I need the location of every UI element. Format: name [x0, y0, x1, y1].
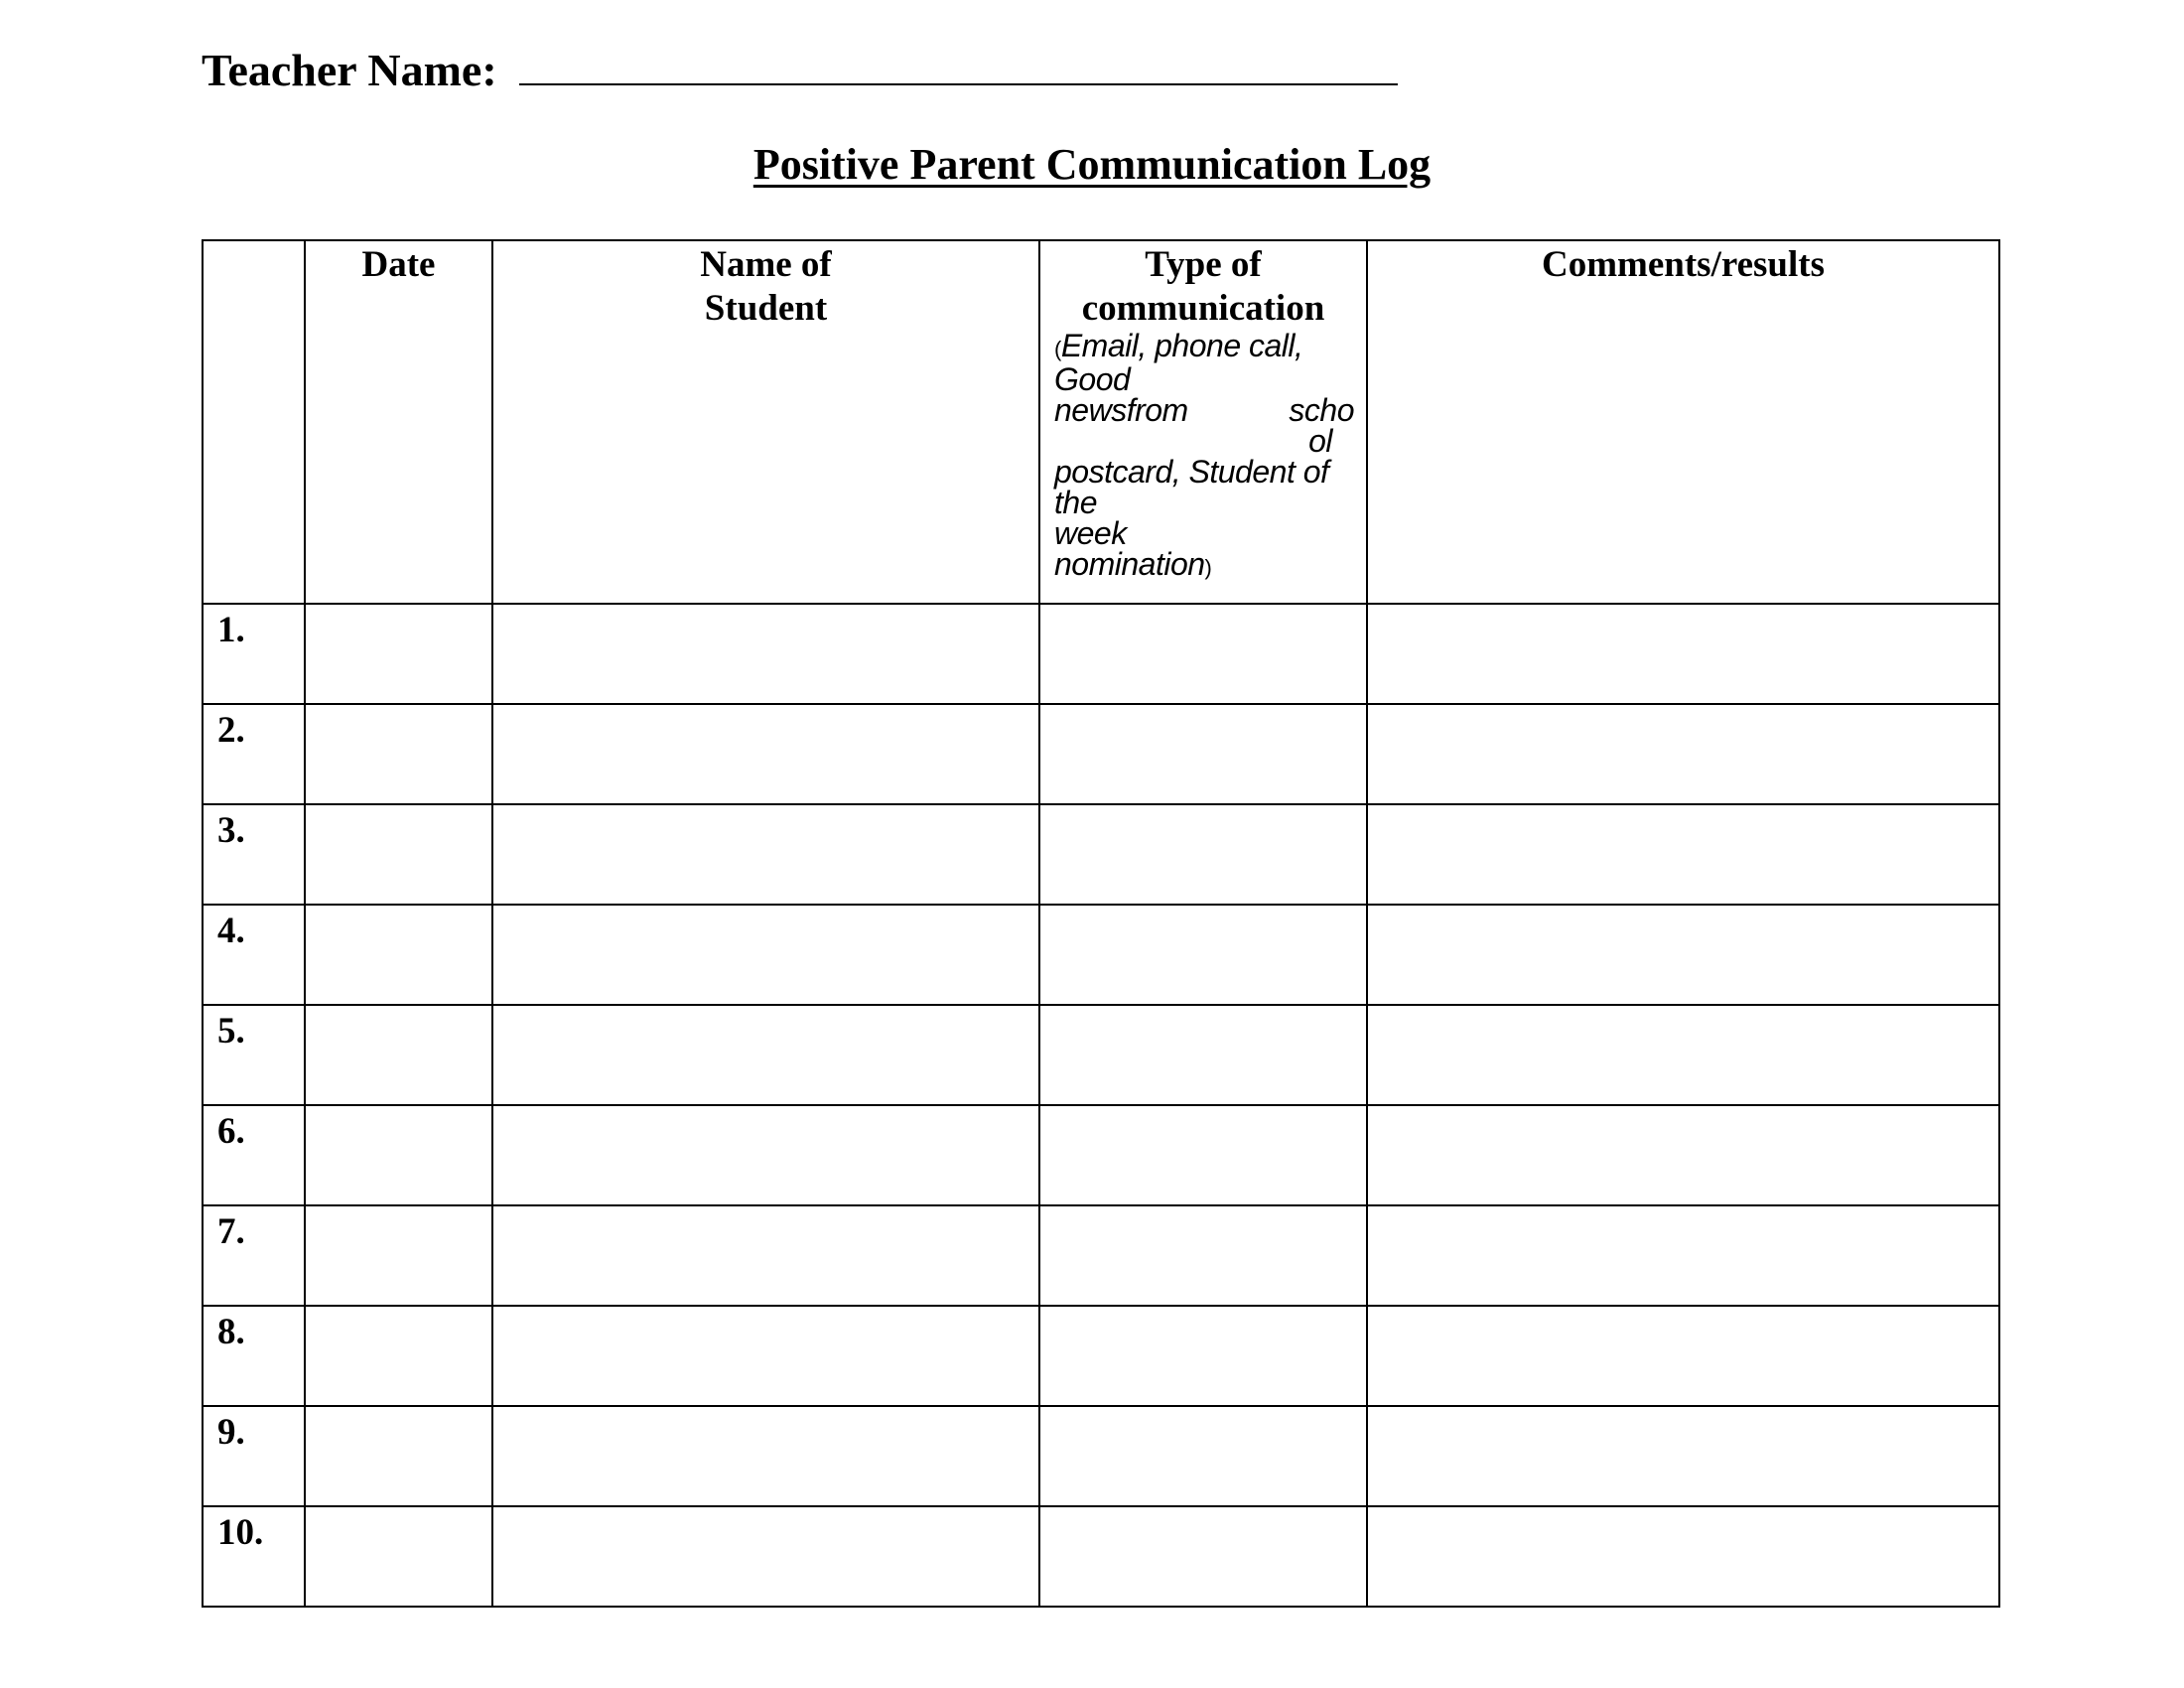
type-of-communication-hint: (Email, phone call, Good newsfrom scho ol postcard, Student of the week nomination) [1054, 328, 1354, 582]
table-header-row [203, 240, 1999, 604]
header-type-line1: Type of [1145, 244, 1262, 285]
date-cell[interactable] [305, 1506, 492, 1607]
comments-cell[interactable] [1367, 1306, 1999, 1406]
header-name-line2: Student [704, 288, 828, 329]
teacher-name-blank-line[interactable] [519, 40, 1398, 85]
communication-log-table [202, 239, 2000, 1608]
row-number: 5. [203, 1005, 305, 1105]
communication-type-cell[interactable] [1039, 1306, 1367, 1406]
table-row [203, 1205, 1999, 1306]
comments-cell[interactable] [1367, 704, 1999, 804]
comments-cell[interactable] [1367, 604, 1999, 704]
communication-type-cell[interactable] [1039, 804, 1367, 905]
date-cell[interactable] [305, 804, 492, 905]
student-name-cell[interactable] [492, 1205, 1039, 1306]
date-cell[interactable] [305, 1306, 492, 1406]
student-name-cell[interactable] [492, 1306, 1039, 1406]
row-number: 4. [203, 905, 305, 1005]
date-cell[interactable] [305, 1005, 492, 1105]
date-cell[interactable] [305, 604, 492, 704]
date-cell[interactable] [305, 1105, 492, 1205]
date-cell[interactable] [305, 704, 492, 804]
header-type-of-communication [1039, 240, 1367, 604]
date-cell[interactable] [305, 905, 492, 1005]
student-name-cell[interactable] [492, 604, 1039, 704]
comments-cell[interactable] [1367, 1506, 1999, 1607]
row-number: 1. [203, 604, 305, 704]
student-name-cell[interactable] [492, 1406, 1039, 1506]
header-comments-results: Comments/results [1367, 240, 1999, 604]
header-date: Date [305, 240, 492, 604]
comments-cell[interactable] [1367, 1205, 1999, 1306]
table-row [203, 604, 1999, 704]
communication-type-cell[interactable] [1039, 1205, 1367, 1306]
student-name-cell[interactable] [492, 1005, 1039, 1105]
row-number: 2. [203, 704, 305, 804]
comments-cell[interactable] [1367, 804, 1999, 905]
row-number: 9. [203, 1406, 305, 1506]
header-number-cell [203, 240, 305, 604]
table-row [203, 1306, 1999, 1406]
student-name-cell[interactable] [492, 905, 1039, 1005]
table-row [203, 704, 1999, 804]
communication-type-cell[interactable] [1039, 604, 1367, 704]
communication-type-cell[interactable] [1039, 1005, 1367, 1105]
header-name-of-student [492, 240, 1039, 604]
table-row [203, 905, 1999, 1005]
header-name-line1: Name of [700, 244, 832, 285]
page-title: Positive Parent Communication Log [752, 140, 1432, 189]
communication-type-cell[interactable] [1039, 1506, 1367, 1607]
comments-cell[interactable] [1367, 1005, 1999, 1105]
communication-type-cell[interactable] [1039, 704, 1367, 804]
table-row [203, 804, 1999, 905]
log-body [203, 604, 1999, 1607]
date-cell[interactable] [305, 1205, 492, 1306]
teacher-name-label: Teacher Name: [202, 45, 497, 95]
table-row [203, 1105, 1999, 1205]
student-name-cell[interactable] [492, 804, 1039, 905]
date-cell[interactable] [305, 1406, 492, 1506]
row-number: 6. [203, 1105, 305, 1205]
communication-type-cell[interactable] [1039, 905, 1367, 1005]
row-number: 8. [203, 1306, 305, 1406]
student-name-cell[interactable] [492, 1105, 1039, 1205]
comments-cell[interactable] [1367, 905, 1999, 1005]
communication-type-cell[interactable] [1039, 1406, 1367, 1506]
table-row [203, 1506, 1999, 1607]
comments-cell[interactable] [1367, 1406, 1999, 1506]
student-name-cell[interactable] [492, 704, 1039, 804]
teacher-name-row [202, 40, 1398, 96]
row-number: 10. [203, 1506, 305, 1607]
header-type-line2: communication [1081, 288, 1325, 329]
row-number: 3. [203, 804, 305, 905]
communication-type-cell[interactable] [1039, 1105, 1367, 1205]
comments-cell[interactable] [1367, 1105, 1999, 1205]
table-row [203, 1005, 1999, 1105]
table-row [203, 1406, 1999, 1506]
student-name-cell[interactable] [492, 1506, 1039, 1607]
row-number: 7. [203, 1205, 305, 1306]
